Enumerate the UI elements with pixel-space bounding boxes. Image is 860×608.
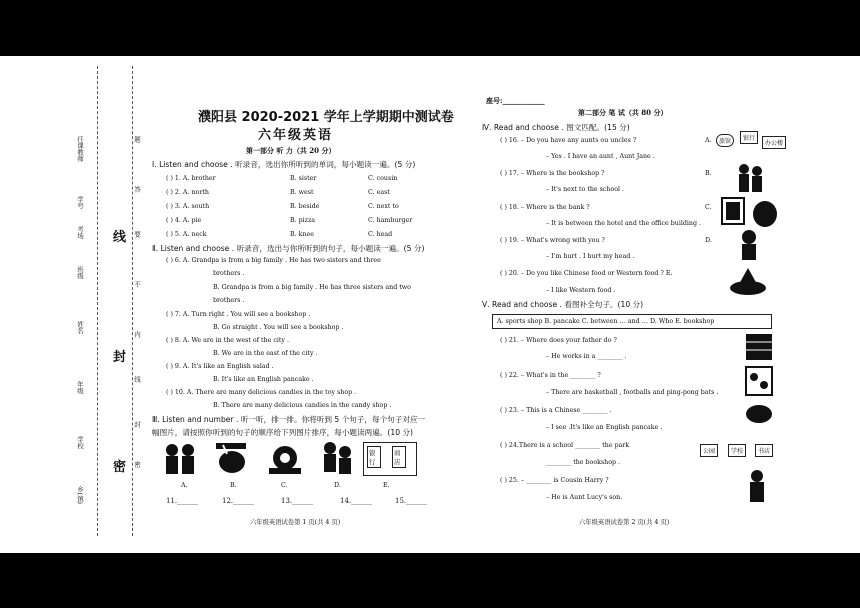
cut-char-7: 封 <box>133 421 141 428</box>
section1-heading: Ⅰ. Listen and choose . 听录音，选出你所听到的单词，每小题读一遍。(5 分) <box>152 160 416 169</box>
q9-option-b: B. It's like an English pancake . <box>213 376 314 383</box>
q21-answer: – He works in a ________ . <box>546 353 627 360</box>
bookshop-picture <box>744 332 774 362</box>
q20-question: ( ) 20. – Do you like Chinese food or Western food ? E. <box>500 270 673 277</box>
shop-sign: 商店 <box>392 446 406 468</box>
pic-letter-d: D. <box>334 482 341 489</box>
q4-option-a: ( ) 4. A. pie <box>166 217 202 224</box>
label-student-no: 学号 <box>76 196 84 209</box>
q5-option-b: B. knee <box>290 231 314 238</box>
pic-letter-b: B. <box>230 482 237 489</box>
scan-bottom-border <box>0 553 860 608</box>
label-teacher: 任课教师 <box>76 136 84 162</box>
cut-char-6: 线 <box>133 376 141 383</box>
cut-line <box>97 66 98 536</box>
q9-option-a: ( ) 9. A. It's like an English salad . <box>166 363 274 370</box>
place-park: 公园 <box>700 444 718 457</box>
label-exam-room: 考场 <box>76 226 84 239</box>
label-town: 乡(镇) <box>76 486 84 505</box>
q6-option-a-cont: brothers . <box>213 270 245 277</box>
q1-option-b: B. sister <box>290 175 317 182</box>
pic-letter-a: A. <box>181 482 188 489</box>
q23-answer: – I see .It's like an English pancake . <box>546 424 663 431</box>
place-bookshop: 书店 <box>755 444 773 457</box>
q25-answer: – He is Aunt Lucy's son. <box>546 494 623 501</box>
option-letter-a: A. <box>705 137 712 144</box>
q21-question: ( ) 21. – Where does your father do ? <box>500 337 617 344</box>
label-school: 学校 <box>76 436 84 449</box>
q2-option-c: C. east <box>368 189 390 196</box>
place-school: 学校 <box>728 444 746 457</box>
q24-question: ( ) 24.There is a school ________ the park <box>500 442 630 449</box>
bank-sign-right: 银行 <box>740 131 758 144</box>
seal-char-secret: 密 <box>113 460 127 475</box>
cut-char-3: 要 <box>133 231 141 238</box>
q5-option-a: ( ) 5. A. neck <box>166 231 207 238</box>
hotel-sign: 旅馆 <box>716 134 734 147</box>
label-name: 姓名 <box>76 321 84 334</box>
q2-option-b: B. west <box>290 189 314 196</box>
section5-heading: Ⅴ. Read and choose . 看图补全句子。(10 分) <box>482 300 644 309</box>
q6-option-b-cont: brothers . <box>213 297 245 304</box>
cut-char-8: 密 <box>133 461 141 468</box>
seat-number[interactable]: 座号:____________ <box>486 96 545 105</box>
q8-option-a: ( ) 8. A. We are in the west of the city . <box>166 337 289 344</box>
q10-option-a: ( ) 10. A. There are many delicious candies in the toy shop . <box>166 389 357 396</box>
q16-answer: – Yes . I have an aunt , Aunt Jane . <box>546 153 655 160</box>
bank-sign: 银行 <box>367 446 381 468</box>
word-bank-box <box>492 314 772 329</box>
family-picture <box>733 162 767 196</box>
right-page-footer: 六年级英语试卷第 2 页(共 4 页) <box>579 519 670 526</box>
q7-option-a: ( ) 7. A. Turn right . You will see a bookshop . <box>166 311 311 318</box>
q19-question: ( ) 19. – What's wrong with you ? <box>500 237 605 244</box>
seal-char-line: 线 <box>113 230 127 245</box>
q20-answer: – I like Western food . <box>546 287 616 294</box>
q24-cont: ________ the bookshop . <box>546 459 621 466</box>
blank-13[interactable]: 13.______ <box>281 497 314 505</box>
q16-question: ( ) 16. – Do you have any aunts ou uncles ? <box>500 137 637 144</box>
cut-char-4: 不 <box>133 281 141 288</box>
q18-question: ( ) 18. – Where is the bank ? <box>500 204 590 211</box>
noodles-picture-b <box>213 440 251 478</box>
hurt-boy-picture <box>736 228 762 262</box>
word-bank: A. sports shop B. pancake C. between … and … D. Who E. bookshop <box>497 318 715 325</box>
building-pictures <box>720 196 780 228</box>
pancake-picture <box>744 402 774 426</box>
q3-option-c: C. next to <box>368 203 399 210</box>
cut-char-2: 答 <box>133 186 141 193</box>
blank-12[interactable]: 12.______ <box>222 497 255 505</box>
office-sign: 办公楼 <box>762 136 786 149</box>
q1-option-a: ( ) 1. A. brother <box>166 175 216 182</box>
q23-question: ( ) 23. – This is a Chinese ________ . <box>500 407 612 414</box>
q5-option-c: C. head <box>368 231 393 238</box>
pic-letter-e: E. <box>383 482 390 489</box>
option-letter-c: C. <box>705 204 712 211</box>
pic-letter-c: C. <box>281 482 288 489</box>
cut-char-5: 内 <box>133 331 141 338</box>
q2-option-a: ( ) 2. A. north <box>166 189 209 196</box>
exam-title: 濮阳县 2020-2021 学年上学期期中测试卷 <box>198 110 454 125</box>
label-grade: 年级 <box>76 381 84 394</box>
scan-top-border <box>0 0 860 56</box>
map-picture-e <box>363 442 417 476</box>
q7-option-b: B. Go straight . You will see a bookshop . <box>213 324 344 331</box>
snail-picture-c <box>265 442 303 478</box>
q3-option-a: ( ) 3. A. south <box>166 203 210 210</box>
option-letter-b: B. <box>705 170 712 177</box>
sports-shop-picture <box>744 365 774 397</box>
part1-heading: 第一部分 听 力（共 20 分） <box>246 146 336 155</box>
q3-option-b: B. beside <box>290 203 320 210</box>
q18-answer: – It is between the hotel and the office building . <box>546 220 701 227</box>
left-page-footer: 六年级英语试卷第 1 页(共 4 页) <box>250 519 341 526</box>
q4-option-c: C. hamburger <box>368 217 413 224</box>
exam-subtitle: 六年级英语 <box>258 128 334 143</box>
cut-char-1: 题 <box>133 136 141 143</box>
label-class: 班级 <box>76 266 84 279</box>
q8-option-b: B. We are in the east of the city . <box>213 350 318 357</box>
section4-heading: Ⅳ. Read and choose . 图文匹配。(15 分) <box>482 123 630 132</box>
blank-14[interactable]: 14.______ <box>340 497 373 505</box>
q6-option-b: B. Grandpa is from a big family . He has three sisters and two <box>213 284 411 291</box>
q22-answer: – There are basketball , footballs and ping-pong bats . <box>546 389 719 396</box>
exam-sheet <box>0 56 860 553</box>
blank-15[interactable]: 15.______ <box>395 497 428 505</box>
part2-heading: 第二部分 笔 试（共 80 分） <box>578 108 668 117</box>
q17-answer: – It's next to the school . <box>546 186 625 193</box>
kids-picture-d <box>318 440 356 478</box>
q19-answer: – I'm hurt . I hurt my head . <box>546 253 635 260</box>
western-food-picture <box>728 262 768 298</box>
option-letter-d: D. <box>705 237 712 244</box>
kids-picture-a <box>160 442 200 478</box>
section2-heading: Ⅱ. Listen and choose . 听录音，选出与你所听到的句子，每小题读一遍。(5 分) <box>152 244 425 253</box>
q17-question: ( ) 17. – Where is the bookshop ? <box>500 170 605 177</box>
q25-question: ( ) 25. – ________ is Cousin Harry ? <box>500 477 609 484</box>
q6-option-a: ( ) 6. A. Grandpa is from a big family . He has two sisters and three <box>166 257 381 264</box>
section3-heading: Ⅲ. Listen and number . 听一听，排一排。你将听到 5 个句子，每个句子对应一 <box>152 415 426 424</box>
q22-question: ( ) 22. – What's in the ________ ? <box>500 372 601 379</box>
q10-option-b: B. There are many delicious candies in the candy shop . <box>213 402 392 409</box>
blank-11[interactable]: 11.______ <box>166 497 199 505</box>
section3-heading-cont: 幅图片，请按照你听到的句子的顺序给下列图片排序，每小题读两遍。(10 分) <box>152 428 413 437</box>
cousin-harry-picture <box>744 468 770 504</box>
q4-option-b: B. pizza <box>290 217 316 224</box>
seal-char-seal: 封 <box>113 350 127 365</box>
q1-option-c: C. cousin <box>368 175 398 182</box>
